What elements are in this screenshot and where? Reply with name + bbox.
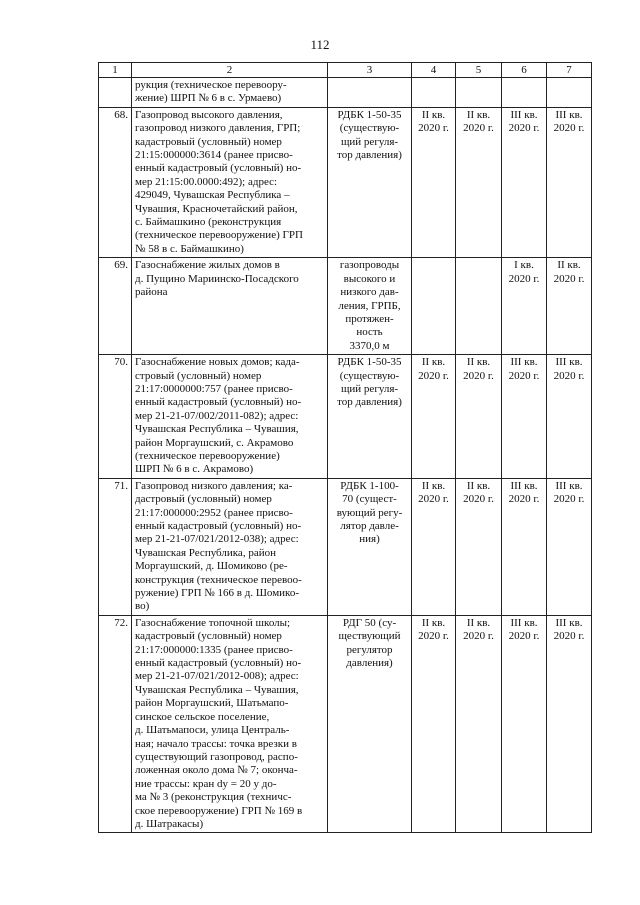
- equip-line: протяжен-: [345, 312, 394, 325]
- desc-line: дастровый (условный) номер: [135, 493, 272, 506]
- equipment-cell: [328, 107, 412, 257]
- date-cell: [456, 258, 502, 355]
- date-line: II кв.: [421, 108, 446, 121]
- desc-line: кадастровый (условный) номер: [135, 630, 282, 643]
- header-cell: 1: [99, 63, 132, 78]
- equipment-cell: [328, 78, 412, 108]
- date-cell: [456, 107, 502, 257]
- date-line: II кв.: [466, 356, 491, 369]
- row-number: 70.: [99, 355, 132, 479]
- header-cell: 7: [547, 63, 592, 78]
- object-description: [132, 355, 328, 479]
- desc-line: района: [135, 286, 168, 299]
- desc-line: рукция (техническое перевоору-: [135, 79, 287, 91]
- desc-line: 21:15:000000:3614 (ранее присво-: [135, 149, 293, 162]
- desc-line: ма № 3 (реконструкция (техничс-: [135, 791, 292, 804]
- desc-line: 21:17:000000:2952 (ранее присво-: [135, 506, 293, 519]
- equip-line: ществующий: [338, 630, 401, 643]
- date-line: 2020 г.: [418, 122, 449, 135]
- desc-line: район Моргаушский, с. Акрамово: [135, 436, 294, 449]
- desc-line: Чувашия, Красночетайский район,: [135, 202, 298, 215]
- date-line: III кв.: [555, 479, 583, 492]
- table-row: [99, 615, 592, 833]
- desc-line: ШРП № 6 в с. Акрамово): [135, 463, 254, 476]
- equip-line: (существую-: [339, 122, 400, 135]
- equip-line: щий регуля-: [340, 135, 399, 148]
- equip-line: ния): [359, 533, 380, 546]
- desc-line: 21:17:0000000:757 (ранее присво-: [135, 382, 293, 395]
- object-description: [132, 258, 328, 355]
- desc-line: (техническое перевооружение) ГРП: [135, 229, 303, 242]
- desc-line: енный кадастровый (условный) но-: [135, 396, 302, 409]
- object-description: [132, 478, 328, 615]
- equip-line: низкого дав-: [340, 286, 399, 299]
- desc-line: во): [135, 600, 150, 613]
- date-cell: [412, 615, 456, 833]
- desc-line: мер 21-21-07/021/2012-038); адрес:: [135, 533, 299, 546]
- desc-line: 429049, Чувашская Республика –: [135, 189, 290, 202]
- date-line: II кв.: [421, 356, 446, 369]
- table-body: [99, 63, 592, 833]
- desc-line: ние трассы: кран dy = 20 у до-: [135, 777, 277, 790]
- continuation-row: [99, 78, 592, 108]
- date-line: 2020 г.: [418, 369, 449, 382]
- desc-line: кадастровый (условный) номер: [135, 135, 282, 148]
- date-line: 2020 г.: [553, 493, 585, 506]
- row-number: [99, 78, 132, 108]
- date-line: 2020 г.: [508, 272, 540, 285]
- date-line: II кв.: [466, 616, 491, 629]
- equipment-cell: [328, 615, 412, 833]
- date-cell: [456, 78, 502, 108]
- equip-line: 70 (сущест-: [342, 493, 397, 506]
- date-line: II кв.: [421, 616, 446, 629]
- date-line: 2020 г.: [553, 122, 585, 135]
- header-cell: 6: [502, 63, 547, 78]
- desc-line: д. Шатракасы): [135, 817, 204, 830]
- equip-line: лятор давле-: [340, 520, 399, 532]
- desc-line: Чувашская Республика – Чувашия,: [135, 683, 299, 696]
- header-cell: 5: [456, 63, 502, 78]
- date-line: II кв.: [557, 259, 581, 272]
- investment-program-table: [98, 62, 592, 833]
- date-line: II кв.: [466, 479, 491, 492]
- date-line: 2020 г.: [418, 493, 449, 506]
- date-line: III кв.: [555, 356, 583, 369]
- desc-line: район Моргаушский, Шатьмапо-: [135, 697, 289, 710]
- date-line: 2020 г.: [553, 272, 585, 285]
- date-line: 2020 г.: [463, 369, 494, 382]
- date-cell: [412, 258, 456, 355]
- date-cell: [412, 355, 456, 479]
- date-line: 2020 г.: [508, 493, 540, 506]
- object-description: [132, 107, 328, 257]
- desc-line: существующий газопровод, распо-: [135, 750, 298, 763]
- date-cell: [456, 355, 502, 479]
- equip-line: высокого и: [343, 272, 396, 285]
- date-line: 2020 г.: [418, 630, 449, 643]
- desc-line: (техническое перевооружение): [135, 449, 280, 462]
- header-cell: 3: [328, 63, 412, 78]
- equip-line: щий регуля-: [340, 382, 399, 395]
- desc-line: енный кадастровый (условный) но-: [135, 162, 302, 175]
- desc-line: ная; начало трассы: точка врезки в: [135, 737, 297, 750]
- equipment-cell: [328, 478, 412, 615]
- date-cell: [502, 355, 547, 479]
- row-number: 68.: [99, 107, 132, 257]
- row-number: 72.: [99, 615, 132, 833]
- desc-line: ложенная около дома № 7; оконча-: [135, 764, 298, 777]
- date-cell: [547, 478, 592, 615]
- object-description: [132, 78, 328, 108]
- equipment-cell: [328, 258, 412, 355]
- equip-line: ления, ГРПБ,: [338, 299, 401, 312]
- row-number: 69.: [99, 258, 132, 355]
- desc-line: д. Пущино Мариинско-Посадского: [135, 272, 299, 285]
- desc-line: Газоснабжение жилых домов в: [135, 259, 280, 272]
- header-row: [99, 63, 592, 78]
- desc-line: енный кадастровый (условный) но-: [135, 657, 302, 670]
- equip-line: давления): [346, 657, 393, 670]
- date-cell: [456, 478, 502, 615]
- equip-line: ность: [356, 326, 383, 339]
- desc-line: мер 21-21-07/021/2012-008); адрес:: [135, 670, 299, 683]
- date-cell: [547, 107, 592, 257]
- table-row: [99, 258, 592, 355]
- date-line: 2020 г.: [508, 630, 540, 643]
- date-cell: [502, 478, 547, 615]
- date-cell: [547, 258, 592, 355]
- desc-line: Газоснабжение новых домов; када-: [135, 356, 300, 369]
- header-cell: 2: [132, 63, 328, 78]
- date-cell: [412, 478, 456, 615]
- date-cell: [547, 615, 592, 833]
- desc-line: газопровод низкого давления, ГРП;: [135, 122, 301, 135]
- desc-line: ружение) ГРП № 166 в д. Шомико-: [135, 587, 300, 600]
- date-line: II кв.: [466, 108, 491, 121]
- object-description: [132, 615, 328, 833]
- date-line: III кв.: [510, 356, 538, 369]
- equip-line: 3370,0 м: [349, 339, 390, 352]
- date-cell: [412, 107, 456, 257]
- date-line: 2020 г.: [508, 369, 540, 382]
- page-number: 112: [310, 37, 330, 52]
- date-line: III кв.: [555, 616, 583, 629]
- equip-line: газопроводы: [339, 259, 400, 272]
- date-line: II кв.: [421, 479, 446, 492]
- desc-line: мер 21-21-07/002/2011-082); адрес:: [135, 409, 299, 422]
- date-line: 2020 г.: [463, 630, 494, 643]
- date-line: 2020 г.: [553, 369, 585, 382]
- desc-line: Газоснабжение топочной школы;: [135, 616, 291, 629]
- equip-line: РДБК 1-100-: [340, 479, 399, 492]
- date-cell: [502, 107, 547, 257]
- equipment-cell: [328, 355, 412, 479]
- date-cell: [502, 615, 547, 833]
- date-line: III кв.: [510, 479, 538, 492]
- desc-line: д. Шатьмапоси, улица Централь-: [135, 724, 290, 737]
- desc-line: конструкция (техническое перевоо-: [135, 573, 302, 586]
- date-cell: [456, 615, 502, 833]
- desc-line: жение) ШРП № 6 в с. Урмаево): [135, 92, 282, 105]
- desc-line: 21:17:000000:1335 (ранее присво-: [135, 643, 293, 656]
- desc-line: синское сельское поселение,: [135, 710, 270, 723]
- date-line: III кв.: [555, 108, 583, 121]
- desc-line: Моргаушский, д. Шомиково (ре-: [135, 560, 288, 573]
- date-cell: [502, 258, 547, 355]
- desc-line: ское перевооружение) ГРП № 169 в: [135, 804, 303, 817]
- date-line: III кв.: [510, 108, 538, 121]
- desc-line: Чувашская Республика, район: [135, 546, 276, 559]
- equip-line: РДБК 1-50-35: [337, 356, 402, 369]
- table-row: [99, 355, 592, 479]
- header-cell: 4: [412, 63, 456, 78]
- equip-line: тор давления): [337, 149, 402, 162]
- desc-line: Чувашская Республика – Чувашия,: [135, 423, 299, 436]
- date-cell: [547, 78, 592, 108]
- desc-line: енный кадастровый (условный) но-: [135, 520, 302, 532]
- desc-line: мер 21:15:00.0000:492); адрес:: [135, 175, 278, 188]
- date-line: 2020 г.: [508, 122, 540, 135]
- date-line: 2020 г.: [463, 122, 494, 135]
- equip-line: (существую-: [339, 369, 400, 382]
- table-row: [99, 107, 592, 257]
- equip-line: РДБК 1-50-35: [337, 108, 402, 121]
- date-line: I кв.: [514, 259, 534, 272]
- desc-line: № 58 в с. Баймашкино): [135, 242, 244, 255]
- desc-line: Газопровод низкого давления; ка-: [135, 479, 293, 492]
- equip-line: тор давления): [337, 396, 402, 409]
- equip-line: РДГ 50 (су-: [342, 616, 397, 629]
- date-line: 2020 г.: [463, 493, 494, 506]
- table-row: [99, 478, 592, 615]
- date-line: 2020 г.: [553, 630, 585, 643]
- equip-line: регулятор: [346, 643, 393, 656]
- desc-line: стровый (условный) номер: [135, 369, 262, 382]
- desc-line: с. Баймашкино (реконструкция: [135, 216, 282, 229]
- date-cell: [412, 78, 456, 108]
- date-cell: [547, 355, 592, 479]
- date-cell: [502, 78, 547, 108]
- desc-line: Газопровод высокого давления,: [135, 108, 283, 121]
- date-line: III кв.: [510, 616, 538, 629]
- equip-line: вующий регу-: [336, 506, 403, 519]
- row-number: 71.: [99, 478, 132, 615]
